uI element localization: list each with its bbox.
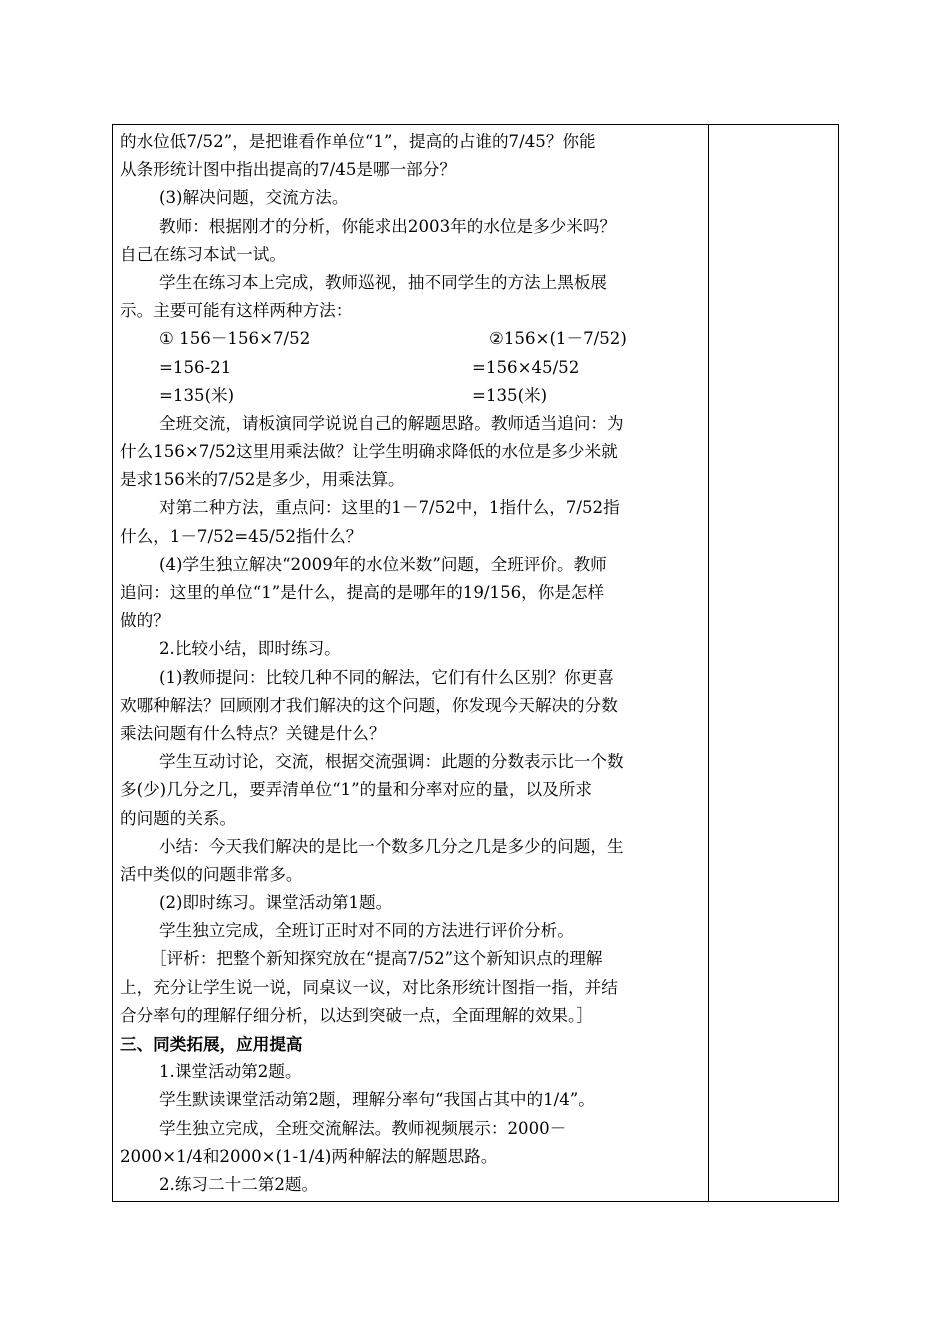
text-line: (1)教师提问：比较几种不同的解法，它们有什么区别？你更喜 [159, 667, 614, 687]
text-line: 小结：今天我们解决的是比一个数多几分之几是多少的问题，生 [159, 836, 624, 856]
method-1-step: =135(米) [159, 385, 235, 405]
text-line: 是求156米的7/52是多少，用乘法算。 [120, 470, 405, 490]
text-line: 学生互动讨论，交流，根据交流强调：此题的分数表示比一个数 [159, 752, 624, 772]
text-line: 学生在练习本上完成，教师巡视，抽不同学生的方法上黑板展 [159, 272, 608, 292]
text-line: 追问：这里的单位“1”是什么，提高的是哪年的19/156，你是怎样 [120, 583, 605, 602]
text-line: 教师：根据刚才的分析，你能求出2003年的水位是多少米吗？ [159, 216, 617, 236]
text-line: 什么156×7/52这里用乘法做？让学生明确求降低的水位是多少米就 [120, 442, 618, 462]
method-row [120, 382, 700, 410]
text-line: 活中类似的问题非常多。 [120, 864, 303, 884]
text-line: 多(少)几分之几，要弄清单位“1”的量和分率对应的量，以及所求 [120, 780, 592, 800]
text-line: 全班交流，请板演同学说说自己的解题思路。教师适当追问：为 [159, 413, 624, 433]
text-line: (2)即时练习。课堂活动第1题。 [159, 893, 393, 913]
column-divider [708, 124, 709, 1202]
text-line: 的问题的关系。 [120, 808, 237, 828]
text-line: 做的？ [120, 611, 170, 631]
text-line: 示。主要可能有这样两种方法： [120, 301, 353, 321]
text-line: 乘法问题有什么特点？关键是什么？ [120, 723, 386, 743]
text-line: 对第二种方法，重点问：这里的1－7/52中，1指什么，7/52指 [159, 498, 620, 518]
text-line: 学生独立完成，全班交流解法。教师视频展示：2000－ [159, 1118, 567, 1138]
method-1-step: =156-21 [159, 357, 232, 377]
text-line: 自己在练习本试一试。 [120, 244, 286, 264]
text-line: 从条形统计图中指出提高的7/45是哪一部分？ [120, 160, 456, 180]
text-line: 学生独立完成，全班订正时对不同的方法进行评价分析。 [159, 921, 574, 941]
text-line: 的水位低7/52”，是把谁看作单位“1”，提高的占谁的7/45？你能 [120, 132, 596, 151]
method-row [120, 325, 700, 353]
text-line: 欢哪种解法？回顾刚才我们解决的这个问题，你发现今天解决的分数 [120, 695, 618, 715]
text-line: (4)学生独立解决“2009年的水位米数”问题，全班评价。教师 [159, 554, 607, 574]
section-heading: 三、同类拓展，应用提高 [120, 1034, 303, 1054]
text-line: 2000×1/4和2000×(1-1/4)两种解法的解题思路。 [120, 1146, 498, 1166]
text-line: 学生默读课堂活动第2题，理解分率句“我国占其中的1/4”。 [159, 1090, 595, 1110]
method-2-step: =156×45/52 [472, 357, 580, 377]
text-line: ［评析：把整个新知探究放在“提高7/52”这个新知识点的理解 [150, 949, 603, 969]
text-line: 上，充分让学生说一说，同桌议一议，对比条形统计图指一指，并结 [120, 977, 618, 997]
method-row [120, 354, 700, 382]
method-2-step: ②156×(1－7/52) [489, 329, 627, 349]
lesson-content [120, 128, 700, 1199]
text-line: 什么，1－7/52=45/52指什么？ [120, 526, 363, 546]
method-1-step: ① 156－156×7/52 [159, 329, 311, 349]
text-line: 2.比较小结，即时练习。 [159, 639, 341, 659]
method-2-step: =135(米) [472, 385, 548, 405]
text-line: 合分率句的理解仔细分析，以达到突破一点，全面理解的效果。］ [120, 1005, 593, 1025]
text-line: 2.练习二十二第2题。 [159, 1174, 319, 1194]
text-line: 1.课堂活动第2题。 [159, 1062, 302, 1082]
text-line: (3)解决问题，交流方法。 [159, 188, 349, 208]
